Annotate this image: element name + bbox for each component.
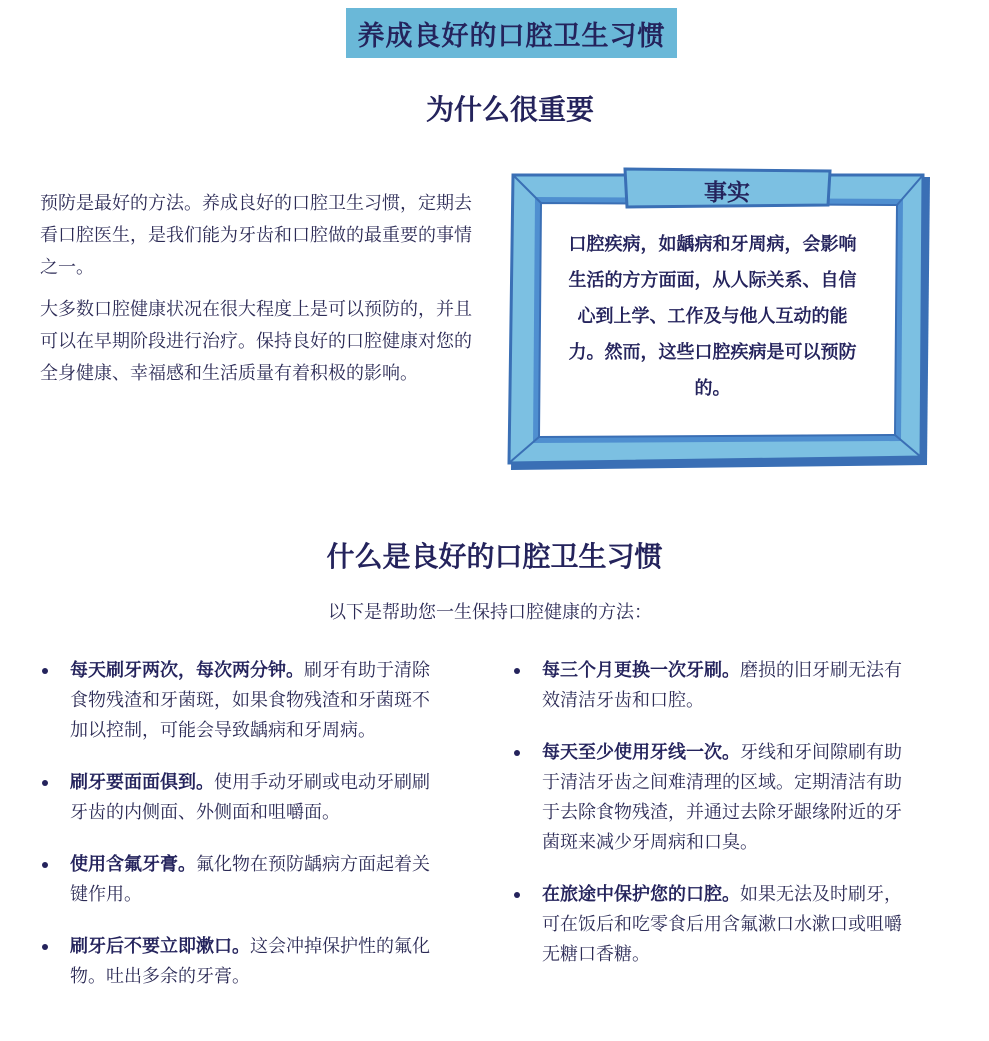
bullet-icon: [42, 862, 48, 868]
what-heading: 什么是良好的口腔卫生习惯: [326, 540, 663, 573]
tip-item: [40, 932, 440, 992]
intro-text: [40, 188, 480, 400]
tips-right-column: [512, 656, 912, 992]
tip-text: 刷牙有助于清除食物残渣和牙菌斑，如果食物残渣和牙菌斑不加以控制，可能会导致龋病和牙周病。: [70, 660, 430, 741]
fact-title: 事实: [704, 179, 750, 206]
tip-text: 牙线和牙间隙刷有助于清洁牙齿之间难清理的区域。定期清洁有助于去除食物残渣，并通过去除牙龈缘附近的牙菌斑来减少牙周病和口臭。: [542, 742, 902, 853]
tip-bold: 在旅途中保护您的口腔。: [542, 884, 740, 905]
tip-item: [40, 656, 440, 746]
tip-text: 磨损的旧牙刷无法有效清洁牙齿和口腔。: [542, 660, 902, 711]
intro-paragraph-2: 大多数口腔健康状况在很大程度上是可以预防的，并且可以在早期阶段进行治疗。保持良好的口腔健康对您的全身健康、幸福感和生活质量有着积极的影响。: [40, 299, 472, 384]
tip-text: 如果无法及时刷牙，可在饭后和吃零食后用含氟漱口水漱口或咀嚼无糖口香糖。: [542, 884, 902, 965]
page-banner: 养成良好的口腔卫生习惯: [346, 8, 677, 58]
tip-item: [40, 850, 440, 910]
tip-item: [40, 768, 440, 828]
tip-item: [512, 656, 912, 716]
bullet-icon: [42, 780, 48, 786]
bullet-icon: [514, 750, 520, 756]
fact-text: 口腔疾病，如龋病和牙周病，会影响生活的方方面面，从人际关系、自信心到上学、工作及与他人互动的能力。然而，这些口腔疾病是可以预防的。: [568, 234, 857, 399]
tip-text: 使用手动牙刷或电动牙刷刷牙齿的内侧面、外侧面和咀嚼面。: [70, 772, 430, 823]
tip-item: [512, 738, 912, 858]
tip-text: 氟化物在预防龋病方面起着关键作用。: [70, 854, 430, 905]
fact-box: [505, 165, 935, 475]
tip-bold: 刷牙后不要立即漱口。: [70, 936, 250, 957]
tip-bold: 刷牙要面面俱到。: [70, 772, 214, 793]
tip-item: [512, 880, 912, 970]
tip-bold: 使用含氟牙膏。: [70, 854, 196, 875]
tip-bold: 每天至少使用牙线一次。: [542, 742, 740, 763]
tip-text: 这会冲掉保护性的氟化物。吐出多余的牙膏。: [70, 936, 430, 987]
tip-bold: 每天刷牙两次，每次两分钟。: [70, 660, 304, 681]
intro-paragraph-1: 预防是最好的方法。养成良好的口腔卫生习惯，定期去看口腔医生，是我们能为牙齿和口腔做的最重要的事情之一。: [40, 193, 472, 278]
what-subtitle: 以下是帮助您一生保持口腔健康的方法：: [328, 602, 652, 623]
bullet-icon: [514, 892, 520, 898]
bullet-icon: [42, 668, 48, 674]
why-heading: 为什么很重要: [425, 93, 594, 126]
bullet-icon: [514, 668, 520, 674]
bullet-icon: [42, 944, 48, 950]
tip-bold: 每三个月更换一次牙刷。: [542, 660, 740, 681]
tips-left-column: [40, 656, 440, 1014]
